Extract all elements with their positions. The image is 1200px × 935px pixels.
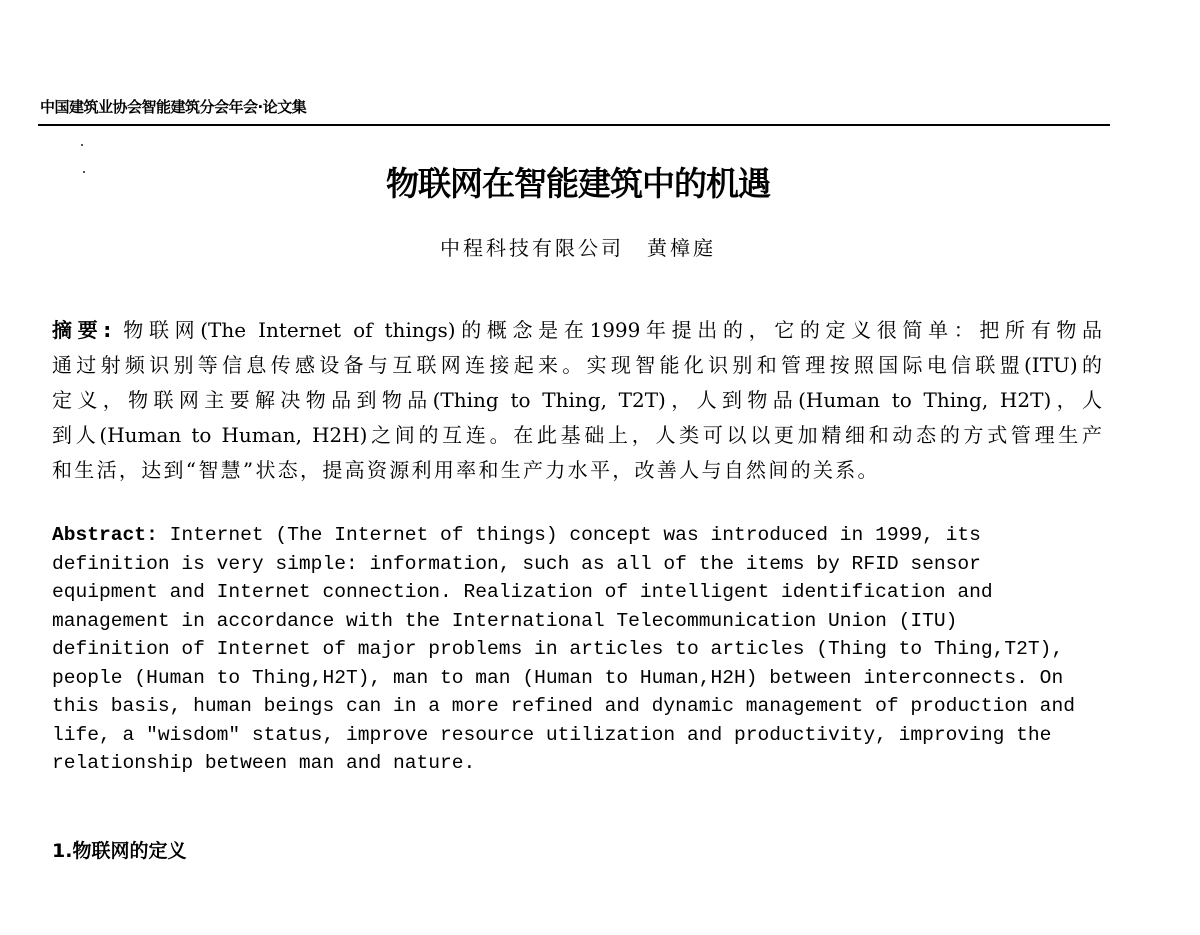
abstract-en-line: management in accordance with the International Telecommunication Union (ITU) <box>52 610 958 632</box>
abstract-en-line: Abstract: Internet (The Internet of things) concept was introduced in 1999, its <box>52 524 981 546</box>
abstract-cn-line: 和生活，达到“智慧”状态，提高资源利用率和生产力水平，改善人与自然间的关系。 <box>52 458 880 482</box>
abstract-cn-label: 摘要: <box>52 318 112 342</box>
running-header: 中国建筑业协会智能建筑分会年会·论文集 <box>40 98 307 116</box>
abstract-cn-line: 到人(Human to Human, H2H)之间的互连。在此基础上，人类可以以更加精细和动态的方式管理生产 <box>52 423 1102 447</box>
abstract-en-line: definition of Internet of major problems in articles to articles (Thing to Thing,T2T), <box>52 638 1064 660</box>
header-rule <box>38 124 1110 126</box>
section-heading: 1.物联网的定义 <box>52 840 187 862</box>
scan-speck <box>81 144 83 146</box>
abstract-en-line: definition is very simple: information, such as all of the items by RFID sensor <box>52 553 981 575</box>
abstract-cn-line: 定义，物联网主要解决物品到物品(Thing to Thing, T2T)，人到物品(Human to Thing, H2T)，人 <box>52 388 1102 412</box>
abstract-en-line: equipment and Internet connection. Realization of intelligent identification and <box>52 581 993 603</box>
author-line: 中程科技有限公司 黄樟庭 <box>440 236 716 260</box>
abstract-cn-line: 摘要: 物联网(The Internet of things)的概念是在1999年提出的，它的定义很简单：把所有物品 <box>52 318 1102 342</box>
abstract-en-line: relationship between man and nature. <box>52 752 476 774</box>
paper-title: 物联网在智能建筑中的机遇 <box>386 164 770 203</box>
abstract-en-line: this basis, human beings can in a more refined and dynamic management of production and <box>52 695 1075 717</box>
abstract-cn-line: 通过射频识别等信息传感设备与互联网连接起来。实现智能化识别和管理按照国际电信联盟(ITU)的 <box>52 353 1102 377</box>
abstract-en-line: people (Human to Thing,H2T), man to man (Human to Human,H2H) between interconnects. On <box>52 667 1064 689</box>
abstract-en-label: Abstract: <box>52 524 158 546</box>
abstract-en-line: life, a "wisdom" status, improve resource utilization and productivity, improving the <box>52 724 1052 746</box>
